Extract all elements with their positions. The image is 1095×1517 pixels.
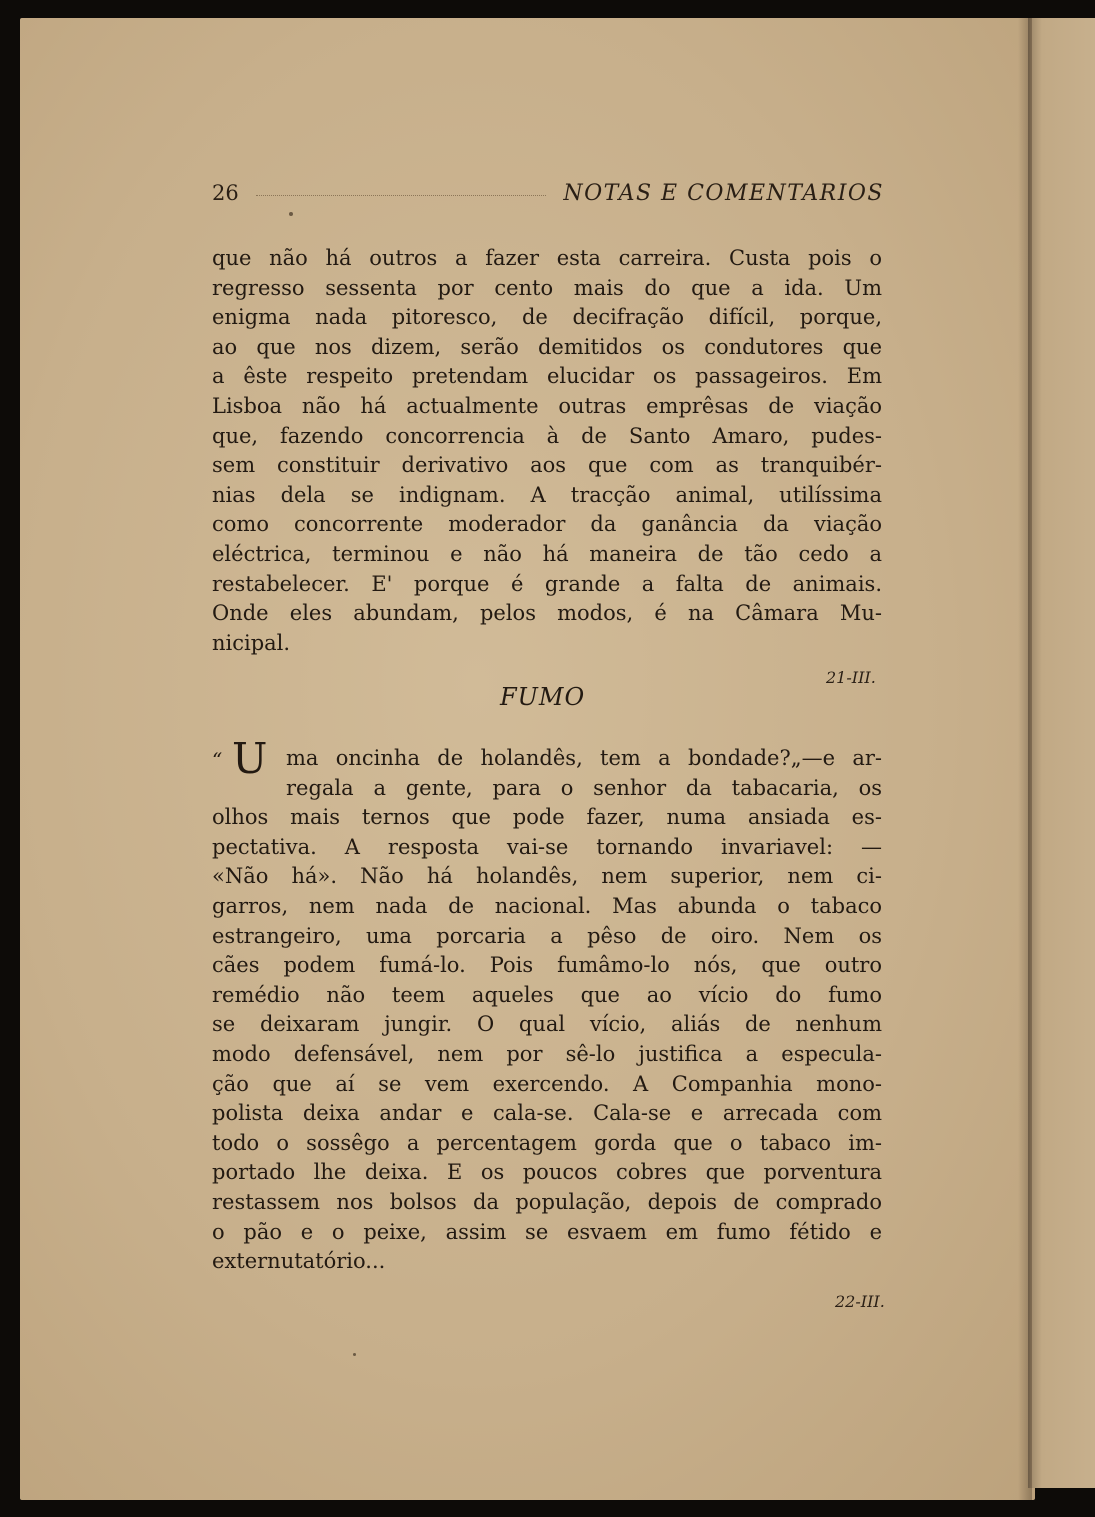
ink-speck	[353, 1353, 356, 1356]
text-line: polista deixa andar e cala-se. Cala-se e arrecada com	[212, 1101, 882, 1126]
text-line: sem constituir derivativo aos que com as tranquibér-	[212, 453, 882, 478]
text-line: garros, nem nada de nacional. Mas abunda o tabaco	[212, 893, 882, 918]
text-line: Onde eles abundam, pelos modos, é na Câmara Mu-	[212, 601, 882, 626]
text-line: ção que aí se vem exercendo. A Companhia mono-	[212, 1071, 882, 1096]
header-rule	[256, 195, 546, 196]
opening-quote-mark: “	[212, 748, 223, 772]
text-line: a êste respeito pretendam elucidar os passageiros. Em	[212, 364, 882, 389]
text-line: estrangeiro, uma porcaria a pêso de oiro. Nem os	[212, 923, 882, 948]
text-line: nias dela se indignam. A tracção animal, utilíssima	[212, 482, 882, 507]
text-line: que não há outros a fazer esta carreira. Custa pois o	[212, 246, 882, 270]
text-line: externutatório...	[212, 1249, 386, 1274]
text-line: pectativa. A resposta vai-se tornando invariavel: —	[212, 834, 882, 859]
text-line: regresso sessenta por cento mais do que a ida. Um	[212, 275, 882, 300]
page-header	[212, 181, 884, 211]
text-line: remédio não teem aqueles que ao vício do fumo	[212, 982, 882, 1007]
date-stamp-1: 21-III.	[826, 668, 876, 687]
text-line: restabelecer. E' porque é grande a falta de animais.	[212, 571, 882, 596]
paragraph-2	[212, 744, 882, 1277]
text-line: todo o sossêgo a percentagem gorda que o tabaco im-	[212, 1130, 882, 1155]
text-line: se deixaram jungir. O qual vício, aliás de nenhum	[212, 1012, 882, 1037]
text-line: eléctrica, terminou e não há maneira de tão cedo a	[212, 541, 882, 566]
text-line: o pão e o peixe, assim se esvaem em fumo fétido e	[212, 1219, 882, 1244]
text-line: ao que nos dizem, serão demitidos os condutores que	[212, 334, 882, 359]
section-title: FUMO	[500, 683, 586, 711]
text-line: Lisboa não há actualmente outras emprêsas de viação	[212, 393, 882, 418]
text-line: como concorrente moderador da ganância da viação	[212, 512, 882, 537]
text-line: nicipal.	[212, 630, 291, 655]
text-line: portado lhe deixa. E os poucos cobres que porventura	[212, 1160, 882, 1185]
date-stamp-2: 22-III.	[835, 1292, 885, 1311]
drop-cap-letter: U	[232, 734, 268, 783]
text-line: restassem nos bolsos da população, depois de comprado	[212, 1189, 882, 1214]
paragraph-1	[212, 244, 882, 658]
text-line: cães podem fumá-lo. Pois fumâmo-lo nós, que outro	[212, 953, 882, 978]
text-line: enigma nada pitoresco, de decifração difícil, porque,	[212, 305, 882, 330]
text-line: «Não há». Não há holandês, nem superior, nem ci-	[212, 864, 882, 889]
text-line: regala a gente, para o senhor da tabacaria, os	[286, 775, 882, 800]
page-number: 26	[212, 181, 239, 205]
ink-speck	[289, 212, 293, 216]
text-line: olhos mais ternos que pode fazer, numa ansiada es-	[212, 805, 882, 830]
text-line: modo defensável, nem por sê-lo justifica a especula-	[212, 1041, 882, 1066]
adjacent-page-edge	[1028, 18, 1095, 1488]
page-fold-shadow	[1018, 18, 1032, 1500]
running-title: NOTAS E COMENTARIOS	[563, 181, 884, 206]
text-line-first: ma oncinha de holandês, tem a bondade?„—e ar-	[286, 746, 882, 770]
text-line: que, fazendo concorrencia à de Santo Amaro, pudes-	[212, 423, 882, 448]
